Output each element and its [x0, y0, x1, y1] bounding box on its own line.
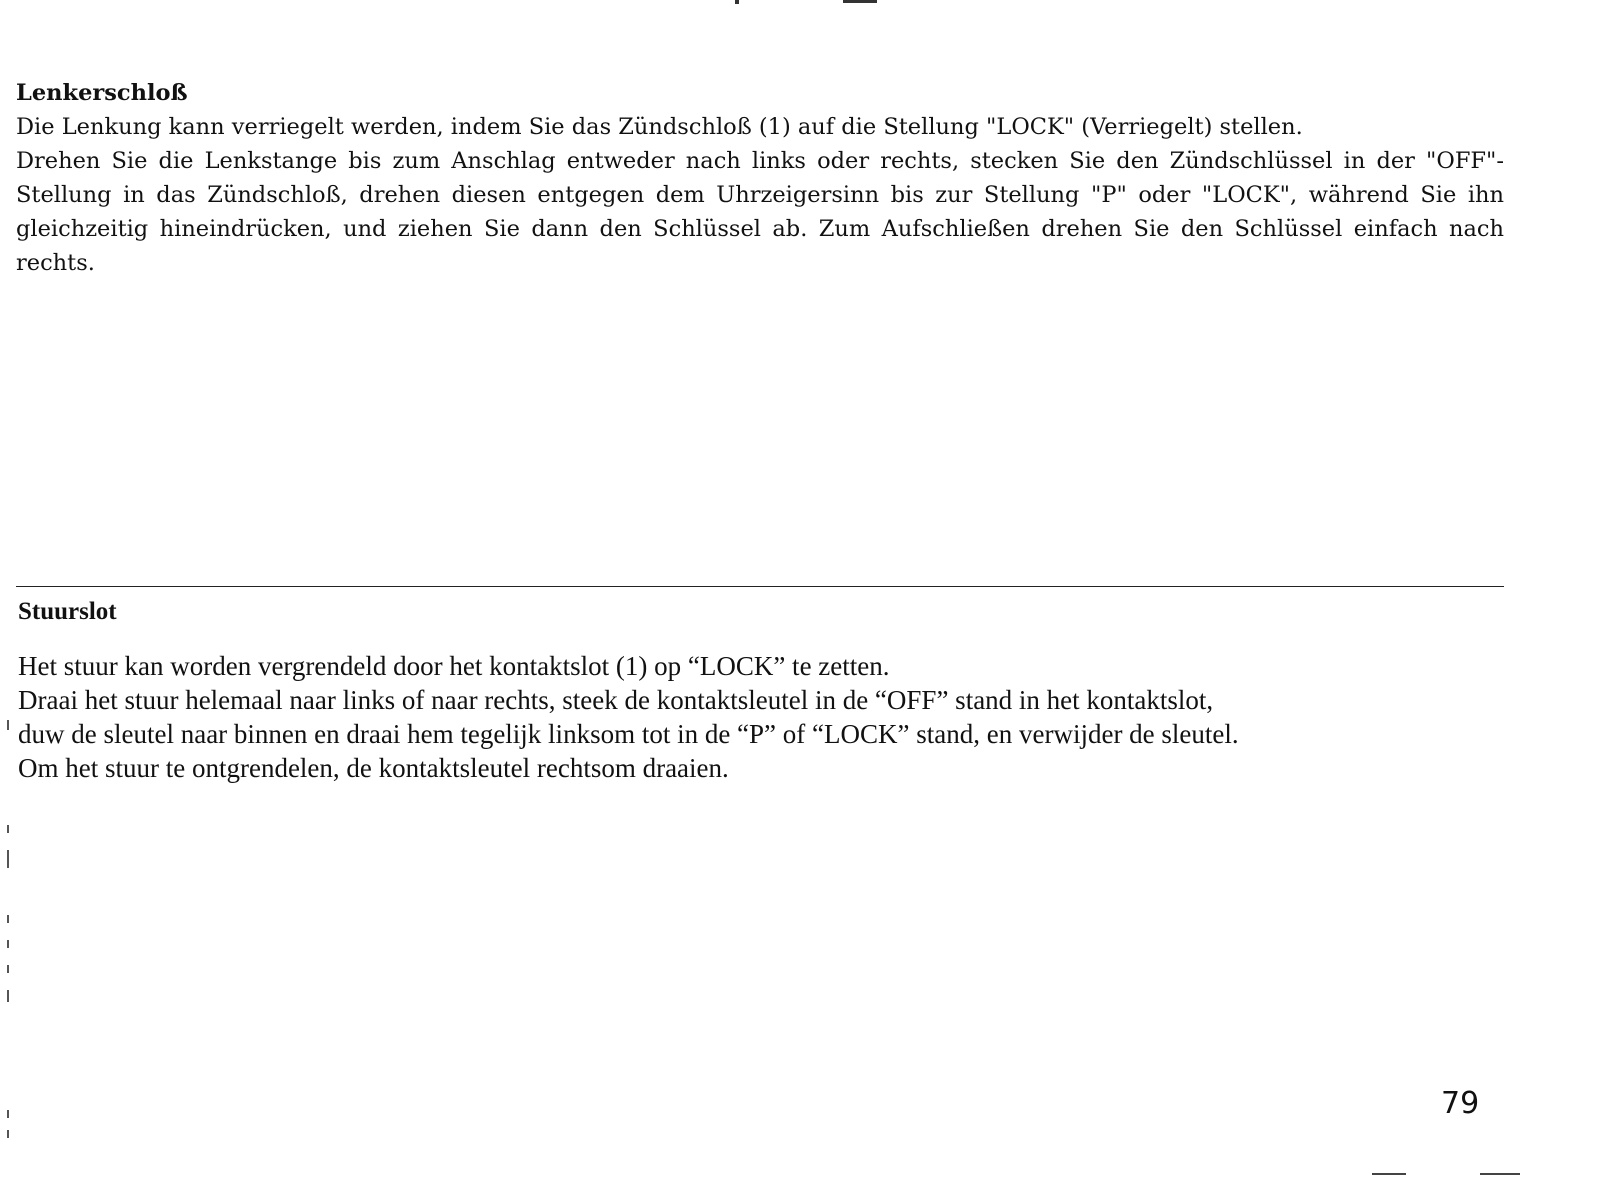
german-heading: Lenkerschloß	[16, 80, 188, 106]
scan-artifact-dot	[735, 0, 739, 4]
scan-artifact-bottom-left	[1372, 1173, 1406, 1175]
margin-tick	[7, 720, 9, 730]
margin-tick	[7, 965, 9, 973]
german-paragraph-1: Die Lenkung kann verriegelt werden, indem Sie das Zündschloß (1) auf die Stellung "LOCK" (Verriegelt) stellen.	[16, 114, 1303, 140]
dutch-line-4: Om het stuur te ontgrendelen, de kontaktsleutel rechtsom draaien.	[18, 753, 729, 783]
german-paragraph-2: Drehen Sie die Lenkstange bis zum Anschlag entweder nach links oder rechts, stecken Sie den Zündschlüssel in der "OFF"-Stellung in das Zündschloß, drehen diesen entgegen dem Uhrzeigersinn bis zur Stellung "P" oder "LOCK", während Sie ihn gleichzeitig hineindrücken, und ziehen Sie dann den Schlüssel ab. Zum Aufschließen drehen Sie den Schlüssel einfach nach rechts.	[16, 148, 1504, 276]
dutch-line-2: Draai het stuur helemaal naar links of naar rechts, steek de kontaktsleutel in de “OFF” stand in het kontaktslot,	[18, 685, 1214, 715]
margin-tick	[7, 1130, 9, 1138]
margin-tick	[7, 940, 9, 948]
dutch-body	[18, 649, 1518, 785]
margin-tick	[7, 990, 9, 1002]
margin-tick	[7, 850, 9, 868]
dutch-line-1: Het stuur kan worden vergrendeld door het kontaktslot (1) op “LOCK” te zetten.	[18, 651, 890, 681]
german-section	[16, 76, 1504, 280]
margin-tick	[7, 915, 9, 923]
margin-tick	[7, 825, 9, 833]
section-divider	[16, 586, 1504, 587]
margin-tick	[7, 1110, 9, 1118]
scan-artifact-mark	[843, 0, 877, 9]
dutch-heading: Stuurslot	[18, 598, 117, 625]
dutch-section	[18, 595, 1518, 785]
page-number: 79	[1441, 1086, 1480, 1121]
dutch-line-3: duw de sleutel naar binnen en draai hem tegelijk linksom tot in de “P” of “LOCK” stand, en verwijder de sleutel.	[18, 719, 1239, 749]
scan-artifact-bottom-right	[1480, 1173, 1520, 1175]
